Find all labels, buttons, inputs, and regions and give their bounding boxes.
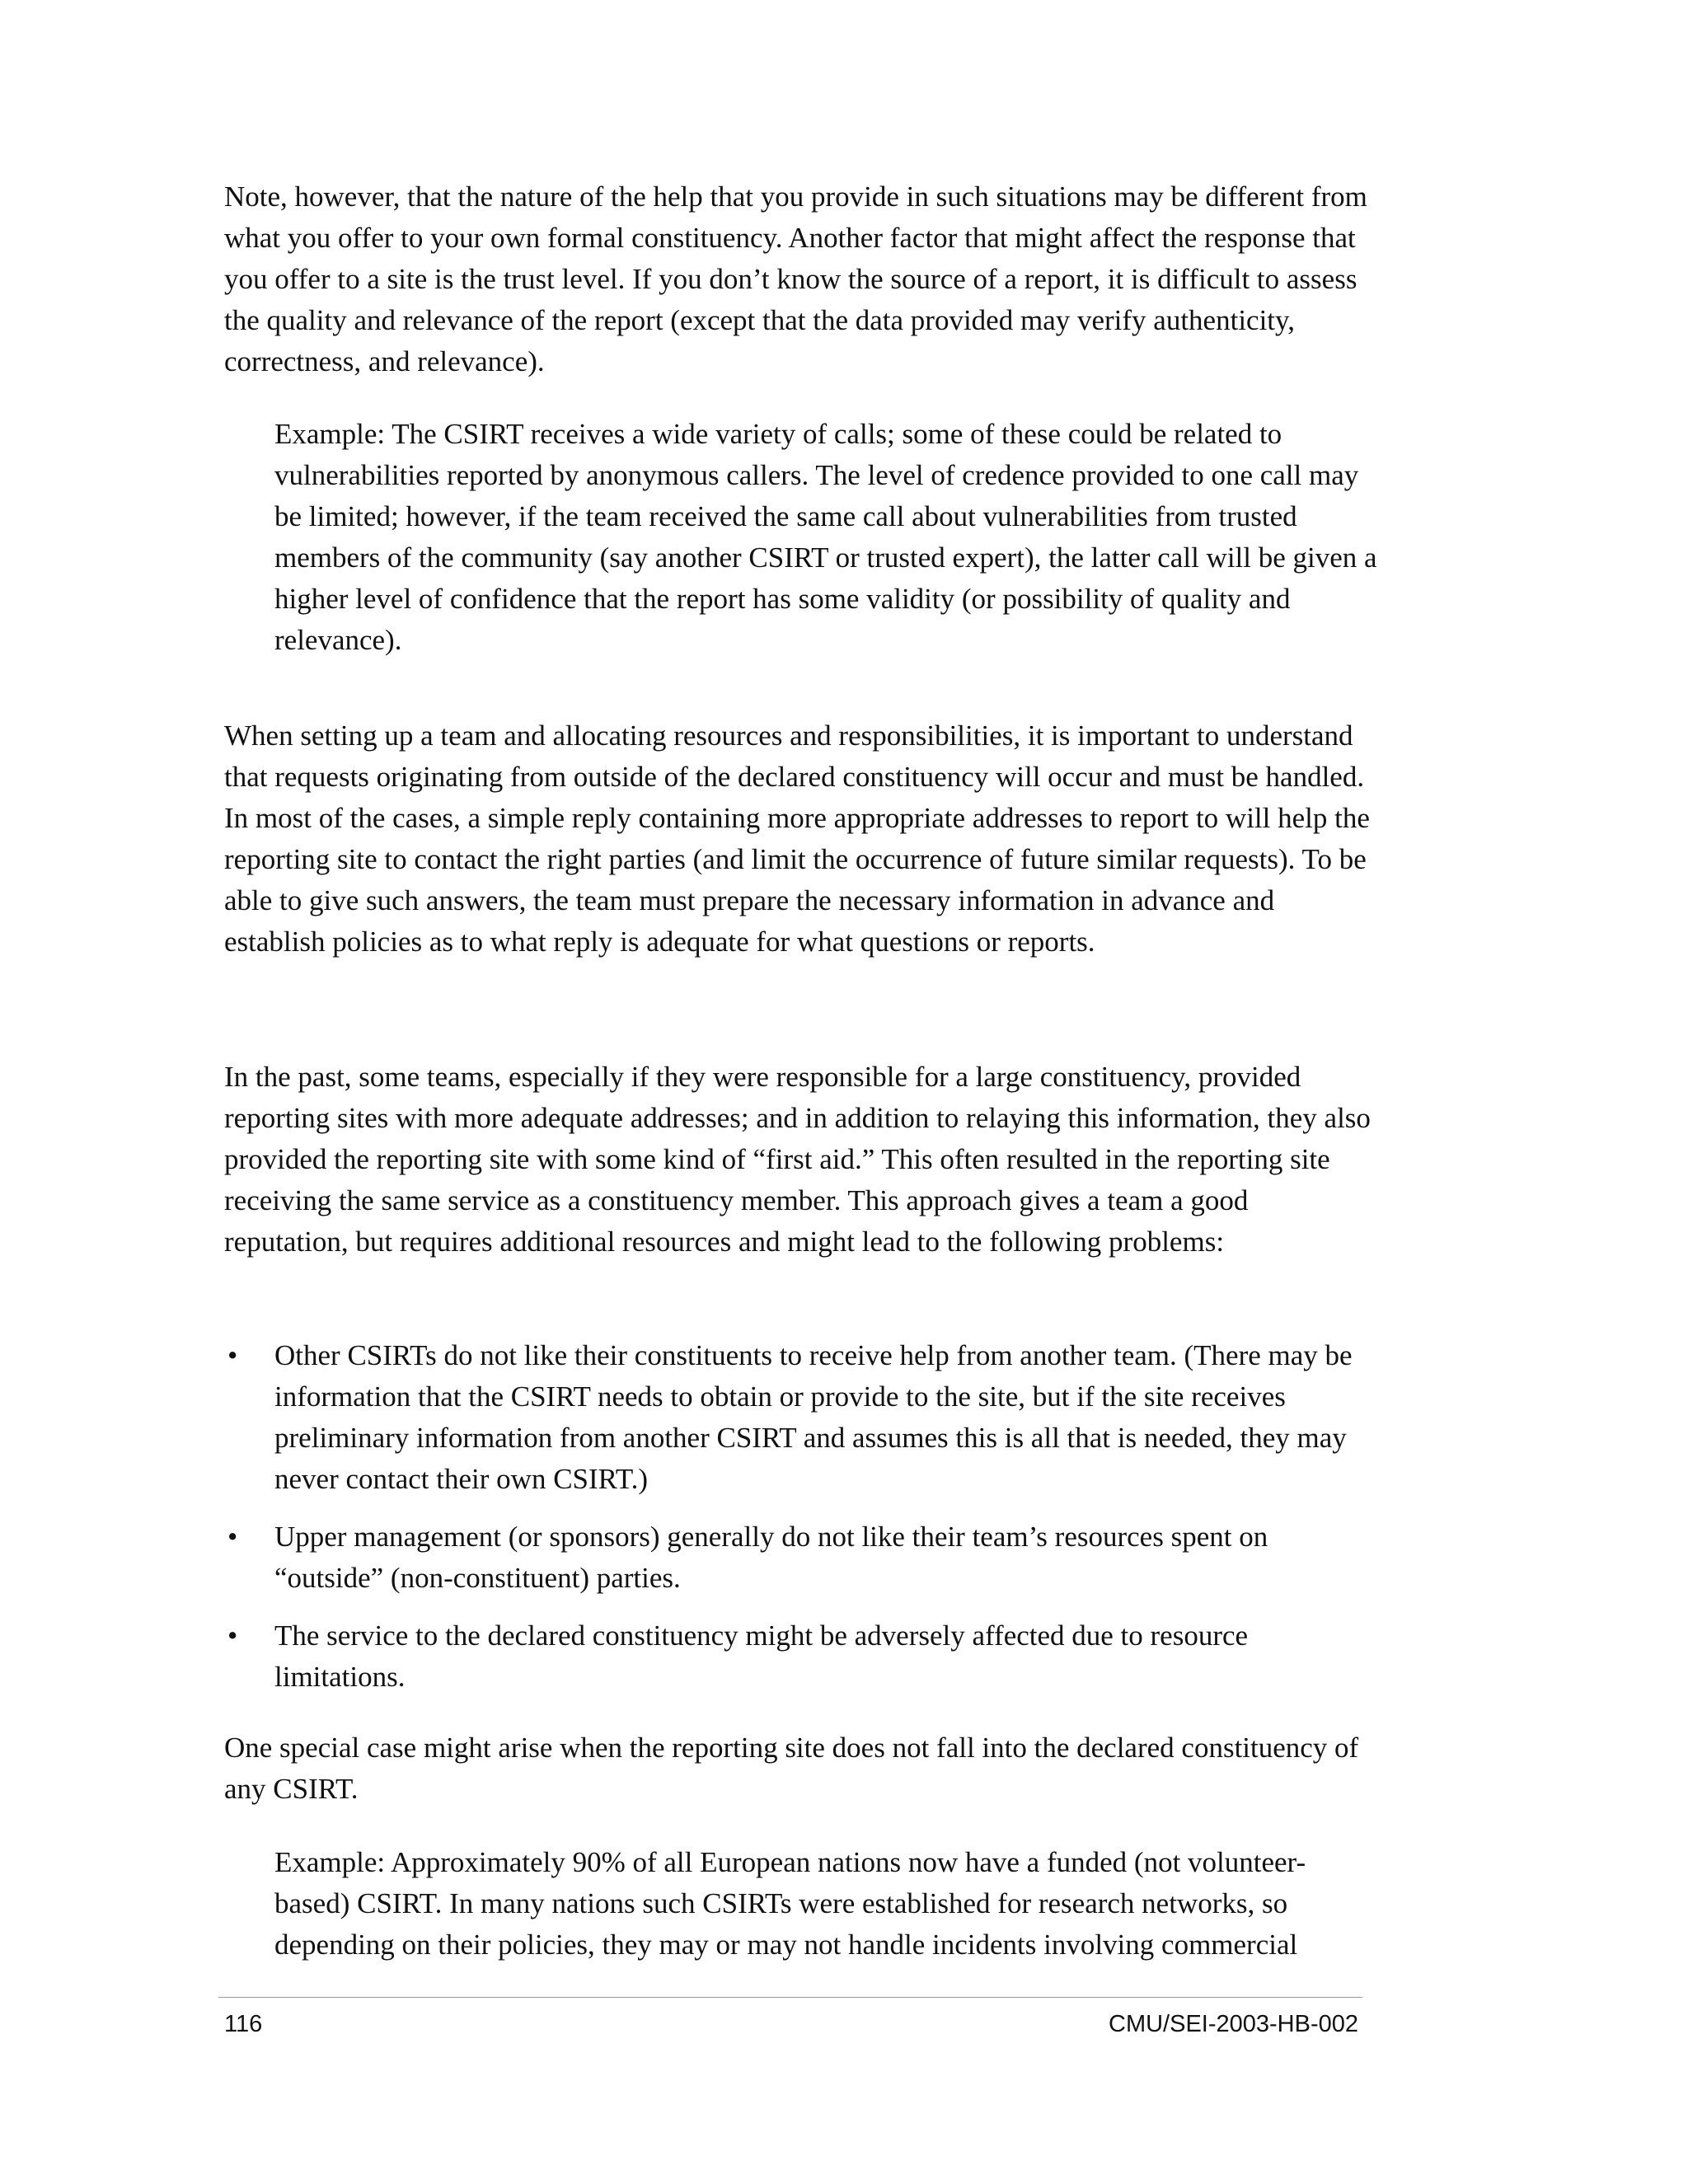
- document-id: CMU/SEI-2003-HB-002: [1109, 2011, 1358, 2037]
- bullet-text: The service to the declared constituency might be adversely affected due to resource limitations.: [274, 1619, 1249, 1693]
- example-csirt-calls: Example: The CSIRT receives a wide variety of calls; some of these could be related to vulnerabilities reported by anonymous callers. The level of credence provided to one call may be limited; however, if the team received the same call about vulnerabilities from trusted members of the community (say another CSIRT or trusted expert), the latter call will be given a higher level of confidence that the report has some validity (or possibility of quality and relevance).: [274, 418, 1377, 656]
- paragraph-past-teams: In the past, some teams, especially if they were responsible for a large constituency, provided reporting sites with more adequate addresses; and in addition to relaying this information, they also provided the reporting site with some kind of “first aid.” This often resulted in the reporting site receiving the same service as a constituency member. This approach gives a team a good reputation, but requires additional resources and might lead to the following problems:: [224, 1061, 1371, 1258]
- bullet-icon: •: [227, 1521, 238, 1553]
- bullet-icon: •: [227, 1619, 238, 1652]
- paragraph-trust-level: Note, however, that the nature of the help that you provide in such situations may be different from what you offer to your own formal constituency. Another factor that might affect the response that you offer to a site is the trust level. If you don’t know the source of a report, it is difficult to assess the quality and relevance of the report (except that the data provided may verify authenticity, correctness, and relevance).: [224, 180, 1367, 377]
- footer-divider: [218, 1997, 1362, 1998]
- bullet-text: Upper management (or sponsors) generally do not like their team’s resources spent on “outside” (non-constituent) parties.: [274, 1521, 1268, 1594]
- paragraph-special-case: One special case might arise when the reporting site does not fall into the declared constituency of any CSIRT.: [224, 1732, 1359, 1805]
- page-number: 116: [224, 2011, 263, 2037]
- bullet-icon: •: [227, 1339, 238, 1371]
- paragraph-setting-up-team: When setting up a team and allocating resources and responsibilities, it is important to understand that requests originating from outside of the declared constituency will occur and must be handled. In most of the cases, a simple reply containing more appropriate addresses to report to will help the reporting site to contact the right parties (and limit the occurrence of future similar requests). To be able to give such answers, the team must prepare the necessary information in advance and establish policies as to what reply is adequate for what questions or reports.: [224, 719, 1370, 958]
- example-european-csirts: Example: Approximately 90% of all European nations now have a funded (not volunteer-based) CSIRT. In many nations such CSIRTs were established for research networks, so depending on their policies, they may or may not handle incidents involving commercial: [274, 1846, 1306, 1961]
- bullet-text: Other CSIRTs do not like their constituents to receive help from another team. (There may be information that the CSIRT needs to obtain or provide to the site, but if the site receives preliminary information from another CSIRT and assumes this is all that is needed, they may never contact their own CSIRT.): [274, 1339, 1353, 1495]
